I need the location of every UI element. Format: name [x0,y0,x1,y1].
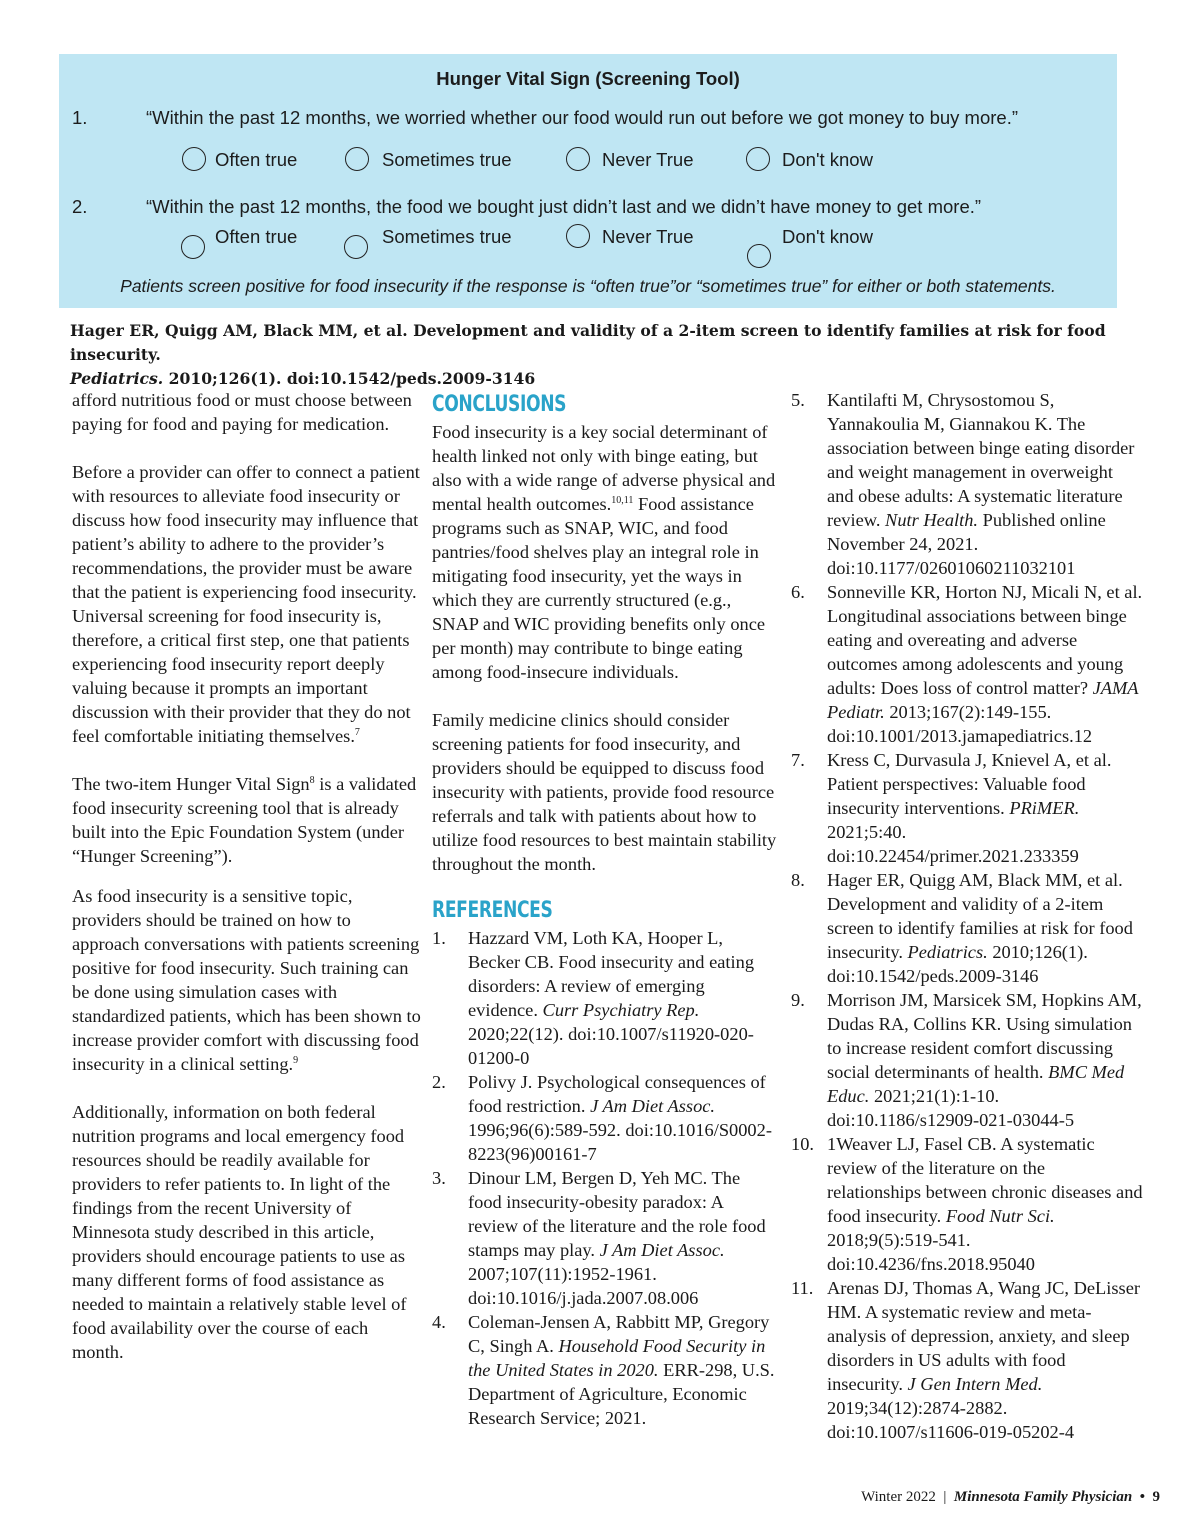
q2-dont-know-radio[interactable] [747,244,771,268]
reference-text: Kantilafti M, Chrysostomou S, Yannakoulia M, Giannakou K. The association between binge eating disorder and weight management in overweight and obese adults: A systematic literature review. Nutr Health. Published online November 24, 2021. doi:10.1177/02601060211032101 [827,390,1135,578]
reference-item [432,926,777,1070]
reference-number: 6. [791,582,805,602]
reference-item [791,1276,1143,1444]
citation-journal: Pediatrics. [70,369,164,388]
q2-often-true-radio[interactable] [181,235,205,259]
footer-separator: | [943,1489,947,1505]
q2-sometimes-true-radio[interactable] [344,235,368,259]
q2-dont-know-label: Don't know [782,226,873,247]
footnote-ref: 10,11 [611,494,634,506]
reference-item [791,748,1143,868]
footnote-ref: 8 [309,774,315,786]
question-1-text: “Within the past 12 months, we worried whether our food would run out before we got money to buy more.” [146,107,1019,128]
reference-item [432,1310,777,1430]
reference-item [432,1166,777,1310]
reference-text: Hazzard VM, Loth KA, Hooper L, Becker CB. Food insecurity and eating disorders: A review of emerging evidence. Curr Psychiatry Rep. 2020;22(12). doi:10.1007/s11920-020-01200-0 [468,928,755,1068]
q1-sometimes-true-label: Sometimes true [382,149,512,170]
screening-citation [70,319,1140,391]
col1-paragraph-2-text: Before a provider can offer to connect a patient with resources to alleviate food insecurity or discuss how food insecurity may influence that patient’s ability to adhere to the provider’s recommendations, the provider must be aware that the patient is experiencing food insecurity. Universal screening for food insecurity is, therefore, a critical first step, one that patients experiencing food insecurity report deeply valuing because it prompts an important discussion with their provider that they do not feel comfortable initiating themselves. [72,462,420,746]
question-2-number: 2. [72,196,88,217]
citation-line1: Hager ER, Quigg AM, Black MM, et al. Development and validity of a 2-item screen to identify families at risk for food insecurity. [70,321,1106,364]
page-footer [861,1489,1160,1506]
reference-item [791,988,1143,1132]
screening-tool-box [59,54,1117,308]
screening-note: Patients screen positive for food insecurity if the response is “often true”or “sometimes true” for either or both statements. [120,276,1056,296]
reference-text: Coleman-Jensen A, Rabbitt MP, Gregory C, Singh A. Household Food Security in the United States in 2020. ERR-298, U.S. Department of Agriculture, Economic Research Service; 2021. [468,1312,775,1428]
footnote-ref: 9 [293,1054,299,1066]
reference-text: Sonneville KR, Horton NJ, Micali N, et al. Longitudinal associations between binge eating and overeating and adverse outcomes among adolescents and young adults: Does loss of control matter? JAMA Pediatr. 2013;167(2):149-155. doi:10.1001/2013.jamapediatrics.12 [827,582,1143,746]
question-1-number: 1. [72,107,88,128]
reference-item [432,1070,777,1166]
col1-paragraph-2 [72,460,422,748]
column-3 [791,388,1143,1444]
q1-often-true-radio[interactable] [182,147,206,171]
q1-never-true-label: Never True [602,149,694,170]
reference-item [791,1132,1143,1276]
citation-rest: 2010;126(1). doi:10.1542/peds.2009-3146 [163,369,536,388]
col1-paragraph-4-text: As food insecurity is a sensitive topic, providers should be trained on how to approach conversations with patients screening positive for food insecurity. Such training can be done using simulation cases with standardized patients, which has been shown to increase provider comfort with discussing food insecurity in a clinical setting. [72,886,421,1074]
col1-paragraph-4 [72,884,422,1076]
col1-paragraph-3-text-a: The two-item Hunger Vital Sign [72,774,310,794]
q1-never-true-radio[interactable] [566,147,590,171]
references-heading: REFERENCES [432,898,553,923]
q2-never-true-label: Never True [602,226,694,247]
q2-often-true-label: Often true [215,226,298,247]
footer-publication: Minnesota Family Physician [953,1489,1133,1505]
col1-paragraph-1: afford nutritious food or must choose between paying for food and paying for medication. [72,390,412,434]
reference-text: Hager ER, Quigg AM, Black MM, et al. Development and validity of a 2-item screen to identify families at risk for food insecurity. Pediatrics. 2010;126(1). doi:10.1542/peds.2009-3146 [827,870,1133,986]
conclusions-heading: CONCLUSIONS [432,392,567,417]
footnote-ref: 7 [354,726,360,738]
column-1 [72,388,422,1364]
question-2-text: “Within the past 12 months, the food we bought just didn’t last and we didn’t have money to get more.” [146,196,982,217]
reference-number: 4. [432,1312,446,1332]
conclusions-paragraph-1-text-a: Food insecurity is a key social determinant of health linked not only with binge eating, but also with a wide range of adverse physical and mental health outcomes. [432,422,776,514]
reference-text: 1Weaver LJ, Fasel CB. A systematic review of the literature on the relationships between chronic diseases and food insecurity. Food Nutr Sci. 2018;9(5):519-541. doi:10.4236/fns.2018.95040 [827,1134,1143,1274]
q1-often-true-label: Often true [215,149,298,170]
col1-paragraph-3 [72,772,422,868]
q2-sometimes-true-label: Sometimes true [382,226,512,247]
reference-number: 11. [791,1278,814,1298]
reference-text: Arenas DJ, Thomas A, Wang JC, DeLisser HM. A systematic review and meta-analysis of depression, anxiety, and sleep disorders in US adults with food insecurity. J Gen Intern Med. 2019;34(12):2874-2882. doi:10.1007/s11606-019-05202-4 [827,1278,1140,1442]
conclusions-paragraph-1-text-b: Food assistance programs such as SNAP, WIC, and food pantries/food shelves play an integral role in mitigating food insecurity, yet the ways in which they are currently structured (e.g., SNAP and WIC providing benefits only once per month) may contribute to binge eating among food-insecure individuals. [432,494,766,682]
footer-season: Winter 2022 [861,1489,936,1505]
reference-number: 9. [791,990,805,1010]
footer-bullet: • [1139,1489,1145,1505]
reference-number: 5. [791,390,805,410]
col1-paragraph-5: Additionally, information on both federal nutrition programs and local emergency food resources should be readily available for providers to refer patients to. In light of the findings from the recent University of Minnesota study described in this article, providers should encourage patients to use as many different forms of food assistance as needed to maintain a relatively stable level of food availability over the course of each month. [72,1102,407,1362]
q1-dont-know-label: Don't know [782,149,873,170]
reference-text: Polivy J. Psychological consequences of food restriction. J Am Diet Assoc. 1996;96(6):589-592. doi:10.1016/S0002-8223(96)00161-7 [468,1072,772,1164]
page-number: 9 [1152,1489,1160,1505]
reference-text: Kress C, Durvasula J, Knievel A, et al. Patient perspectives: Valuable food insecurity interventions. PRiMER. 2021;5:40. doi:10.22454/primer.2021.233359 [827,750,1112,866]
reference-text: Dinour LM, Bergen D, Yeh MC. The food insecurity-obesity paradox: A review of the literature and the role food stamps may play. J Am Diet Assoc. 2007;107(11):1952-1961. doi:10.1016/j.jada.2007.08.006 [468,1168,766,1308]
screening-tool-title: Hunger Vital Sign (Screening Tool) [436,68,740,89]
conclusions-paragraph-1 [432,420,777,684]
q2-never-true-radio[interactable] [566,224,590,248]
reference-number: 10. [791,1134,814,1154]
reference-number: 2. [432,1072,446,1092]
conclusions-paragraph-2: Family medicine clinics should consider screening patients for food insecurity, and providers should be equipped to discuss food insecurity with patients, provide food resource referrals and talk with patients about how to utilize food resources to best maintain stability throughout the month. [432,710,777,874]
reference-number: 8. [791,870,805,890]
reference-item [791,868,1143,988]
reference-item [791,580,1143,748]
reference-number: 3. [432,1168,446,1188]
reference-number: 7. [791,750,805,770]
col1-paragraph-3-text-b: is a validated food insecurity screening tool that is already built into the Epic Foundation System (under “Hunger Screening”). [72,774,417,866]
q1-sometimes-true-radio[interactable] [345,147,369,171]
reference-number: 1. [432,928,446,948]
reference-item [791,388,1143,580]
q1-dont-know-radio[interactable] [746,147,770,171]
reference-text: Morrison JM, Marsicek SM, Hopkins AM, Dudas RA, Collins KR. Using simulation to increase resident comfort discussing social determinants of health. BMC Med Educ. 2021;21(1):1-10. doi:10.1186/s12909-021-03044-5 [827,990,1142,1130]
column-2 [432,390,777,1430]
